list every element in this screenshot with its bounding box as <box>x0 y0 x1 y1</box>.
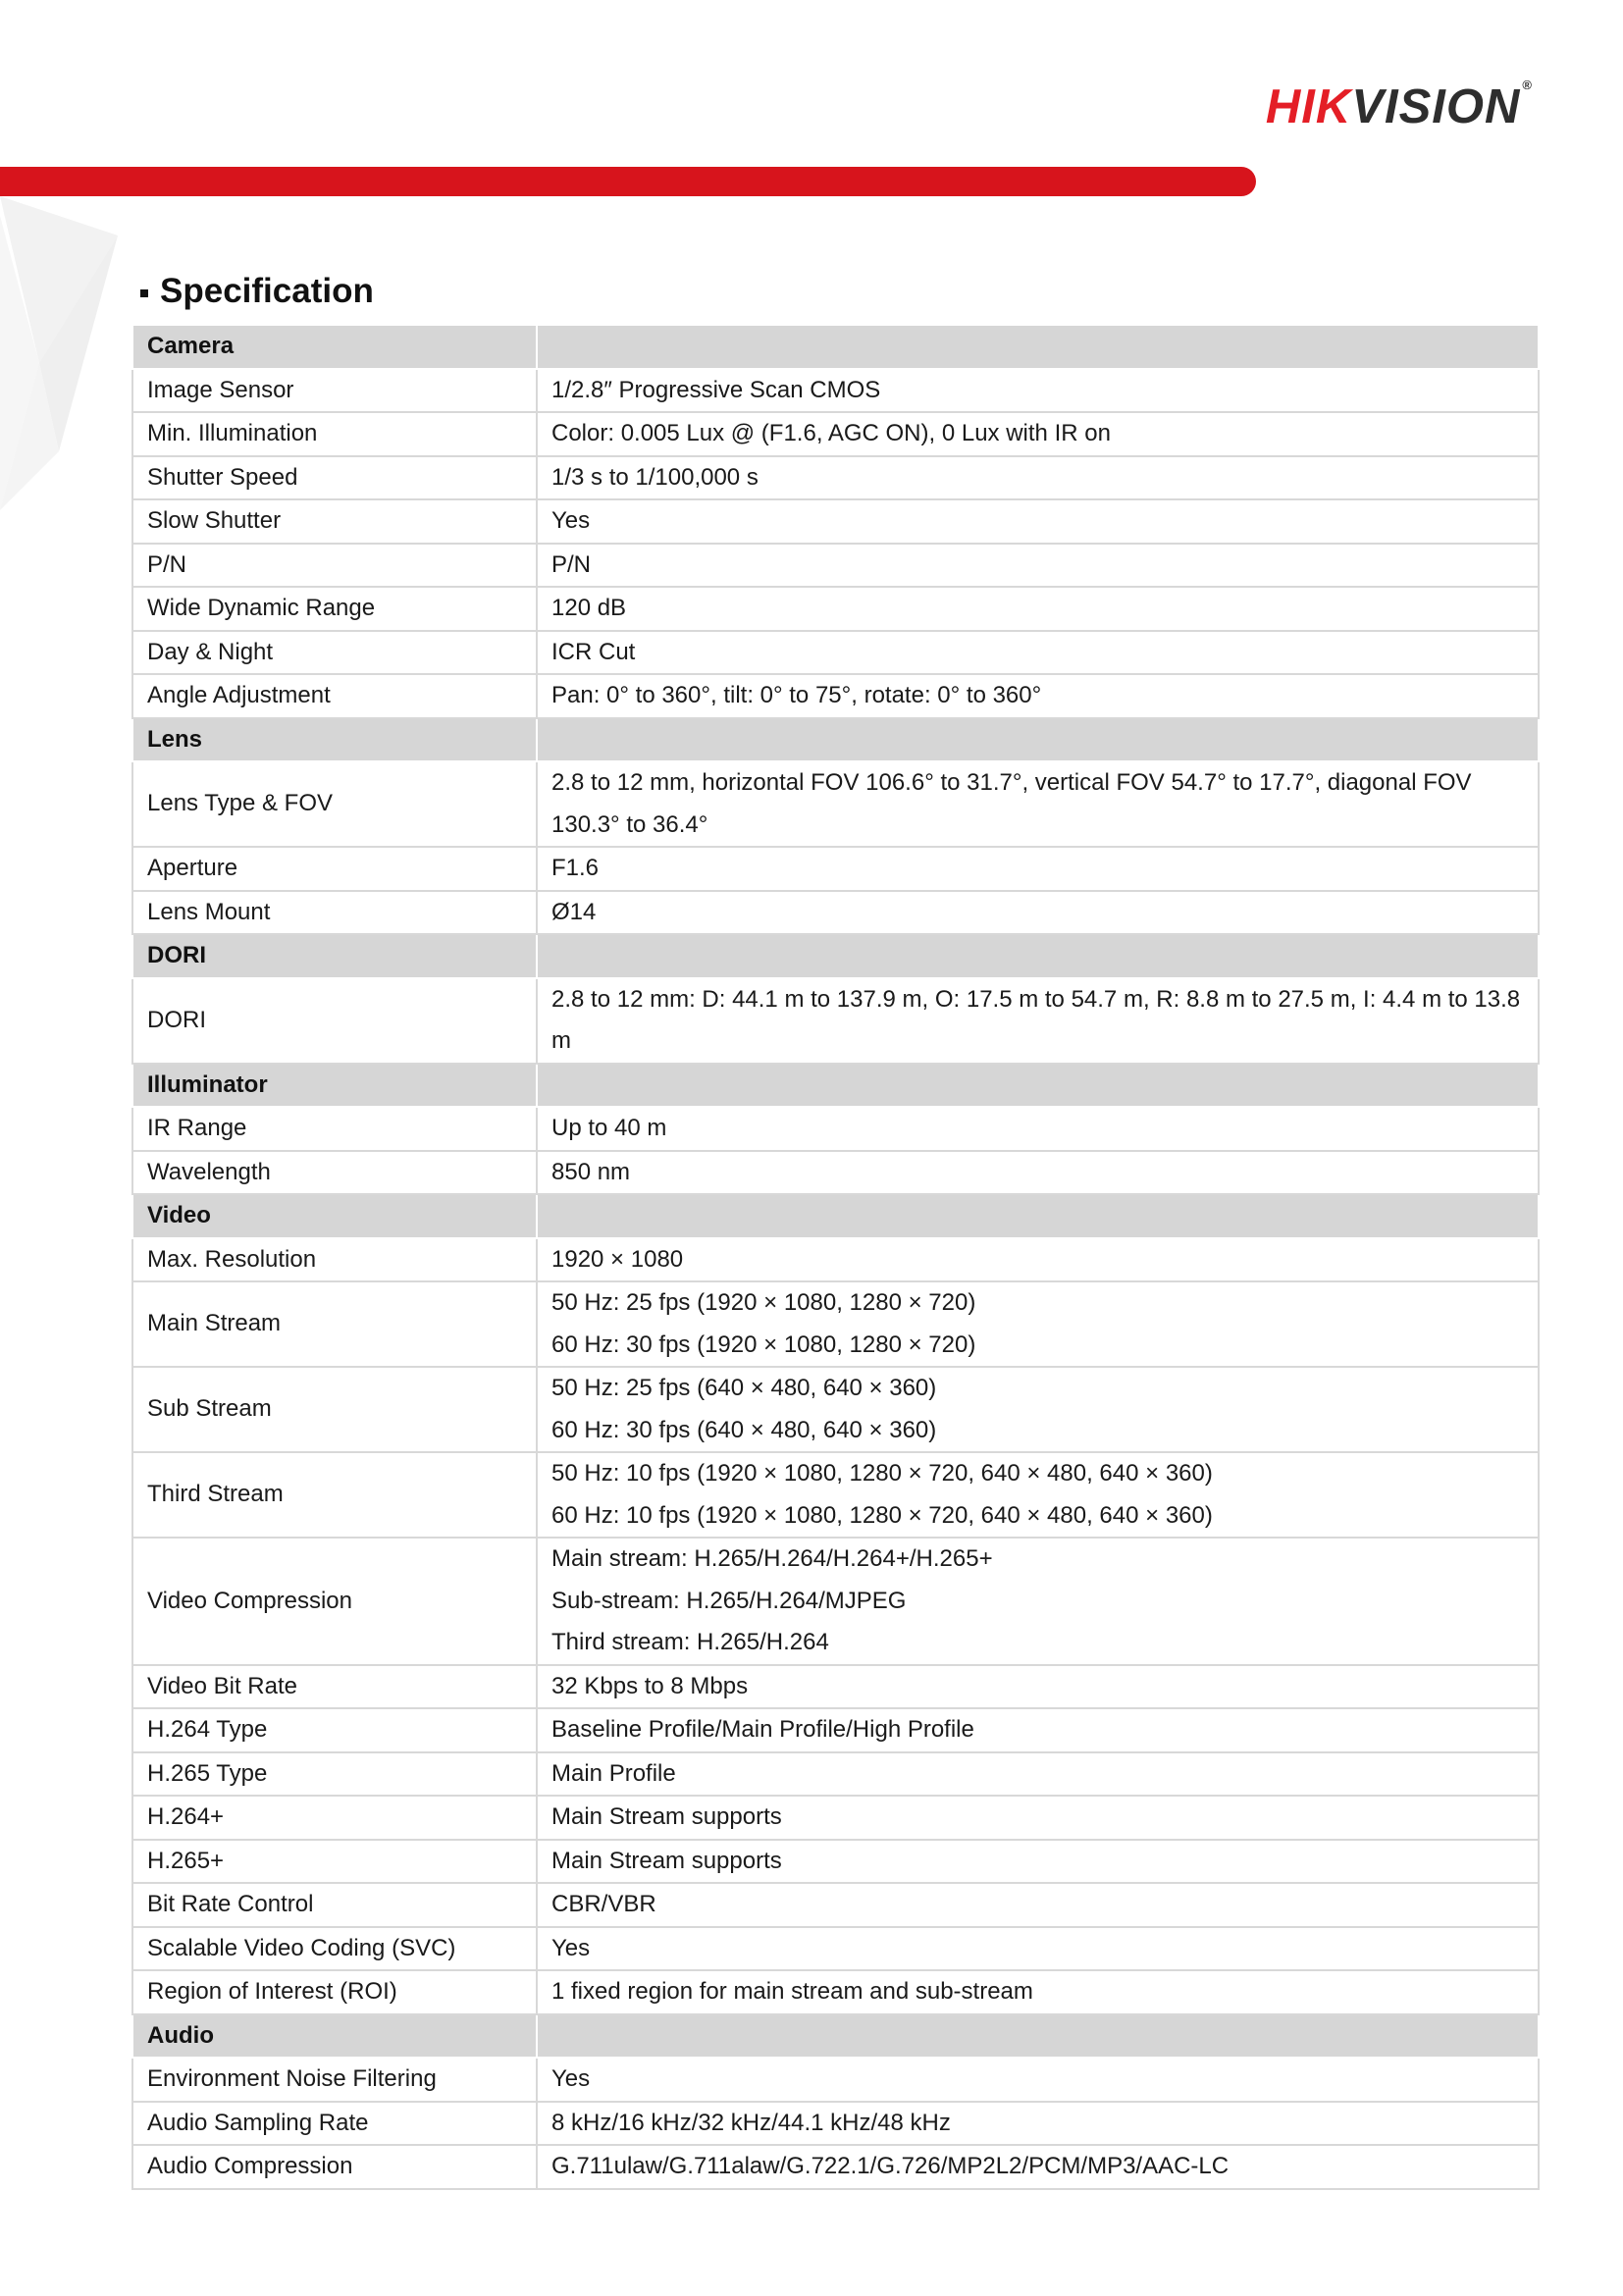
table-row <box>132 1665 1539 1709</box>
group-header-row <box>132 1064 1539 1108</box>
table-row <box>132 1752 1539 1797</box>
spec-label: Image Sensor <box>132 369 537 413</box>
spec-value <box>537 499 1539 544</box>
spec-value-line: Pan: 0° to 360°, tilt: 0° to 75°, rotate: 0° to 360° <box>551 682 1042 708</box>
spec-value <box>537 2102 1539 2146</box>
spec-label: Environment Noise Filtering <box>132 2058 537 2102</box>
spec-value <box>537 674 1539 718</box>
spec-label: Max. Resolution <box>132 1238 537 1282</box>
spec-value <box>537 847 1539 891</box>
group-header-blank <box>537 2014 1539 2059</box>
spec-value-line: Main Stream supports <box>551 1803 782 1830</box>
spec-value-line: 850 nm <box>551 1158 631 1185</box>
spec-value <box>537 544 1539 588</box>
spec-value <box>537 1538 1539 1665</box>
spec-value-line: Up to 40 m <box>551 1115 667 1141</box>
spec-label: DORI <box>132 978 537 1064</box>
spec-value <box>537 1665 1539 1709</box>
spec-value <box>537 1452 1539 1538</box>
group-header-blank <box>537 934 1539 978</box>
spec-value <box>537 631 1539 675</box>
spec-value-line: 50 Hz: 10 fps (1920 × 1080, 1280 × 720, 640 × 480, 640 × 360) <box>551 1460 1213 1487</box>
spec-label: Main Stream <box>132 1281 537 1367</box>
table-row <box>132 1367 1539 1452</box>
section-title <box>140 267 374 316</box>
spec-value-line: 60 Hz: 30 fps (640 × 480, 640 × 360) <box>551 1416 937 1443</box>
table-row <box>132 1151 1539 1195</box>
spec-label: Aperture <box>132 847 537 891</box>
specification-table <box>131 324 1540 2190</box>
table-row <box>132 1281 1539 1367</box>
group-header: Lens <box>132 718 537 762</box>
spec-label: Video Compression <box>132 1538 537 1665</box>
table-row <box>132 891 1539 935</box>
spec-value-line: 1/2.8″ Progressive Scan CMOS <box>551 376 881 403</box>
table-row <box>132 2102 1539 2146</box>
group-header-blank <box>537 1194 1539 1238</box>
spec-label: Min. Illumination <box>132 412 537 456</box>
spec-value-line: G.711ulaw/G.711alaw/G.722.1/G.726/MP2L2/PCM/MP3/AAC-LC <box>551 2153 1230 2179</box>
table-row <box>132 1107 1539 1151</box>
table-row <box>132 2058 1539 2102</box>
section-bullet <box>140 289 148 297</box>
table-row <box>132 544 1539 588</box>
spec-label: IR Range <box>132 1107 537 1151</box>
spec-value-line: Sub-stream: H.265/H.264/MJPEG <box>551 1587 907 1614</box>
spec-value <box>537 891 1539 935</box>
spec-label: Wavelength <box>132 1151 537 1195</box>
spec-value <box>537 1367 1539 1452</box>
spec-value-line: ICR Cut <box>551 638 636 665</box>
group-header: Camera <box>132 325 537 369</box>
spec-value <box>537 1840 1539 1884</box>
table-row <box>132 761 1539 847</box>
table-row <box>132 1538 1539 1665</box>
spec-value-line: P/N <box>551 550 592 578</box>
spec-value-line: 2.8 to 12 mm: D: 44.1 m to 137.9 m, O: 17.5 m to 54.7 m, R: 8.8 m to 27.5 m, I: 4.4 m to 13.8 m <box>551 985 1521 1054</box>
table-row <box>132 1796 1539 1840</box>
spec-label: Shutter Speed <box>132 456 537 500</box>
spec-value-line: 50 Hz: 25 fps (1920 × 1080, 1280 × 720) <box>551 1289 976 1316</box>
table-row <box>132 631 1539 675</box>
spec-value <box>537 1238 1539 1282</box>
spec-value <box>537 1970 1539 2014</box>
spec-label: Region of Interest (ROI) <box>132 1970 537 2014</box>
spec-value <box>537 2145 1539 2189</box>
table-row <box>132 847 1539 891</box>
hikvision-logo <box>1266 73 1533 131</box>
spec-label: H.264+ <box>132 1796 537 1840</box>
spec-value-line: 32 Kbps to 8 Mbps <box>551 1672 749 1699</box>
spec-label: H.264 Type <box>132 1708 537 1752</box>
group-header: Audio <box>132 2014 537 2059</box>
spec-label: Audio Compression <box>132 2145 537 2189</box>
spec-value-line: 50 Hz: 25 fps (640 × 480, 640 × 360) <box>551 1375 937 1401</box>
table-row <box>132 499 1539 544</box>
table-row <box>132 1238 1539 1282</box>
table-row <box>132 1970 1539 2014</box>
table-row <box>132 978 1539 1064</box>
group-header: DORI <box>132 934 537 978</box>
spec-label: Sub Stream <box>132 1367 537 1452</box>
spec-value <box>537 1151 1539 1195</box>
spec-label: Third Stream <box>132 1452 537 1538</box>
group-header-row <box>132 2014 1539 2059</box>
table-row <box>132 456 1539 500</box>
spec-value-line: Main Stream supports <box>551 1847 782 1874</box>
spec-value-line: 60 Hz: 10 fps (1920 × 1080, 1280 × 720, 640 × 480, 640 × 360) <box>551 1501 1213 1529</box>
group-header-blank <box>537 1064 1539 1108</box>
spec-value <box>537 2058 1539 2102</box>
spec-value-line: Yes <box>551 1934 591 1961</box>
spec-value <box>537 1752 1539 1797</box>
group-header: Video <box>132 1194 537 1238</box>
spec-label: H.265+ <box>132 1840 537 1884</box>
spec-value-line: 1/3 s to 1/100,000 s <box>551 463 759 491</box>
table-row <box>132 369 1539 413</box>
spec-value-line: CBR/VBR <box>551 1891 656 1917</box>
header-red-bar <box>0 167 1256 196</box>
spec-value-line: Yes <box>551 507 591 534</box>
spec-value <box>537 412 1539 456</box>
table-row <box>132 1883 1539 1927</box>
group-header: Illuminator <box>132 1064 537 1108</box>
spec-value-line: 1 fixed region for main stream and sub-stream <box>551 1978 1033 2005</box>
spec-value <box>537 1796 1539 1840</box>
logo-text-dark: VISION <box>1351 80 1521 133</box>
spec-value-line: 120 dB <box>551 595 627 621</box>
spec-label: Wide Dynamic Range <box>132 587 537 631</box>
group-header-blank <box>537 325 1539 369</box>
spec-value-line: Main Profile <box>551 1759 676 1787</box>
spec-value <box>537 1883 1539 1927</box>
spec-value-line: Main stream: H.265/H.264/H.264+/H.265+ <box>551 1545 993 1572</box>
table-row <box>132 674 1539 718</box>
spec-label: Lens Mount <box>132 891 537 935</box>
spec-value <box>537 761 1539 847</box>
table-row <box>132 2145 1539 2189</box>
table-row <box>132 1708 1539 1752</box>
table-row <box>132 1840 1539 1884</box>
spec-value-line: 2.8 to 12 mm, horizontal FOV 106.6° to 31.7°, vertical FOV 54.7° to 17.7°, diagonal FOV 130.3° to 36.4° <box>551 769 1472 838</box>
spec-label: Lens Type & FOV <box>132 761 537 847</box>
spec-value-line: Ø14 <box>551 898 597 925</box>
spec-value-line: 1920 × 1080 <box>551 1245 684 1273</box>
table-row <box>132 587 1539 631</box>
spec-value-line: Color: 0.005 Lux @ (F1.6, AGC ON), 0 Lux with IR on <box>551 420 1111 446</box>
table-row <box>132 1452 1539 1538</box>
spec-value <box>537 369 1539 413</box>
spec-label: Bit Rate Control <box>132 1883 537 1927</box>
group-header-row <box>132 1194 1539 1238</box>
spec-value <box>537 587 1539 631</box>
spec-label: H.265 Type <box>132 1752 537 1797</box>
spec-value <box>537 1708 1539 1752</box>
spec-label: Scalable Video Coding (SVC) <box>132 1927 537 1971</box>
spec-value <box>537 1281 1539 1367</box>
spec-value-line: Baseline Profile/Main Profile/High Profile <box>551 1716 974 1743</box>
spec-label: Slow Shutter <box>132 499 537 544</box>
logo-text-red: HIK <box>1265 80 1352 133</box>
decorative-facets-graphic <box>0 196 128 530</box>
group-header-blank <box>537 718 1539 762</box>
group-header-row <box>132 718 1539 762</box>
spec-value <box>537 1927 1539 1971</box>
spec-value-line: 60 Hz: 30 fps (1920 × 1080, 1280 × 720) <box>551 1331 976 1358</box>
spec-value-line: 8 kHz/16 kHz/32 kHz/44.1 kHz/48 kHz <box>551 2109 951 2136</box>
section-title-text: Specification <box>160 272 374 310</box>
spec-value-line: F1.6 <box>551 855 600 881</box>
spec-value <box>537 978 1539 1064</box>
spec-value-line: Yes <box>551 2065 591 2092</box>
spec-label: Angle Adjustment <box>132 674 537 718</box>
group-header-row <box>132 934 1539 978</box>
spec-value <box>537 456 1539 500</box>
spec-value <box>537 1107 1539 1151</box>
spec-label: Day & Night <box>132 631 537 675</box>
table-row <box>132 412 1539 456</box>
spec-value-line: Third stream: H.265/H.264 <box>551 1629 829 1655</box>
group-header-row <box>132 325 1539 369</box>
spec-label: Audio Sampling Rate <box>132 2102 537 2146</box>
spec-label: P/N <box>132 544 537 588</box>
spec-label: Video Bit Rate <box>132 1665 537 1709</box>
registered-mark: ® <box>1522 78 1533 92</box>
table-row <box>132 1927 1539 1971</box>
